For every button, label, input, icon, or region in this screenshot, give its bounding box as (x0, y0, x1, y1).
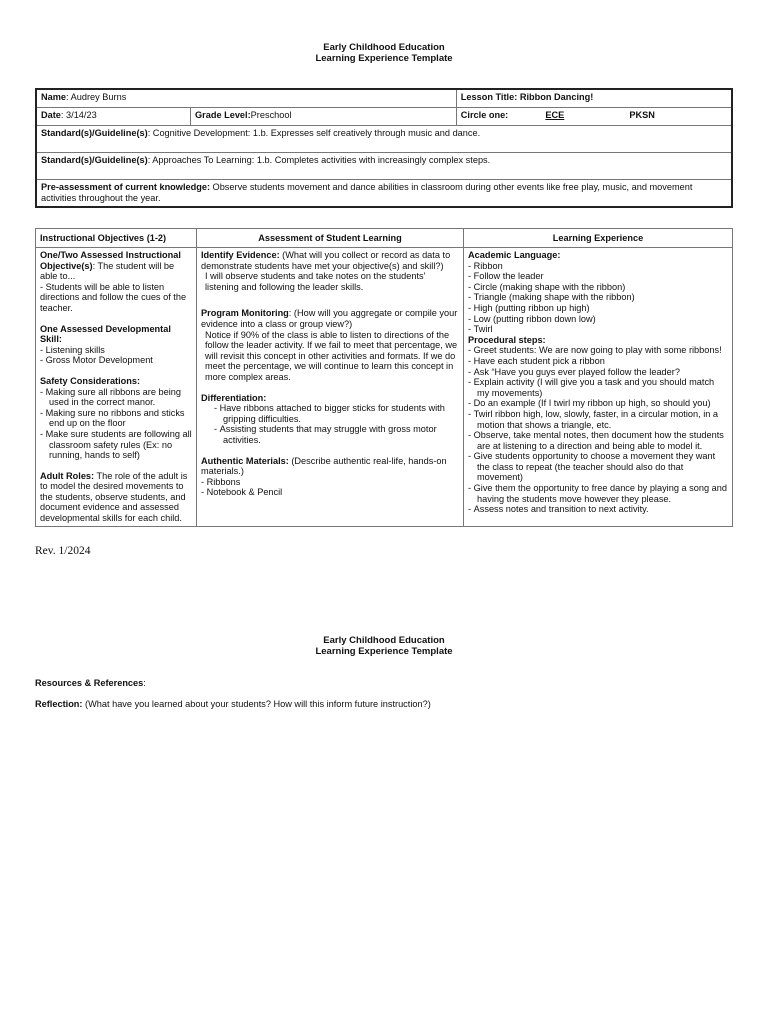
learning-experience-cell (464, 248, 733, 527)
page-2-header (0, 635, 768, 657)
standard-2-value: : Approaches To Learning: 1.b. Completes activities with increasingly complex steps. (147, 155, 491, 165)
list-item: - Circle (making shape with the ribbon) (468, 282, 728, 293)
program-monitoring-value: : (How will you aggregate or compile your evidence into a class or group view?) (201, 308, 458, 329)
adult-roles-block (40, 471, 192, 524)
list-item: - Have ribbons attached to bigger sticks for students with gripping difficulties. (214, 403, 459, 424)
list-item: - Twirl ribbon high, low, slowly, faster, in a circular motion, in a motion that shows a triangle, etc. (468, 409, 728, 430)
procedural-steps-list (468, 345, 728, 515)
column-header-objectives: Instructional Objectives (1-2) (36, 229, 197, 248)
column-header-learning-experience: Learning Experience (464, 229, 733, 248)
differentiation-block (201, 393, 459, 446)
objective-item: - Students will be able to listen directions and follow the cues of the teacher. (40, 281, 187, 313)
column-header-assessment: Assessment of Student Learning (197, 229, 464, 248)
grade-value: Preschool (250, 110, 292, 120)
list-item: - Ribbons (201, 477, 459, 488)
standard-2-label: Standard(s)/Guideline(s) (41, 155, 148, 165)
identify-evidence-block (201, 250, 459, 292)
list-item: - Give students opportunity to choose a movement they want the class to repeat (the teacher should also do that movement) (468, 451, 728, 483)
list-item: - Ribbon (468, 261, 728, 272)
circle-cell (456, 108, 732, 126)
standard-1-value: : Cognitive Development: 1.b. Expresses self creatively through music and dance. (147, 128, 481, 138)
adult-roles-label: Adult Roles: (40, 470, 95, 481)
identify-evidence-text: I will observe students and take notes on the students' listening and following the leader skills. (205, 271, 426, 292)
developmental-skill-block (40, 324, 192, 366)
list-item: - Give them the opportunity to free dance by playing a song and having the students move however they please. (468, 483, 728, 504)
reflection-value: (What have you learned about your students? How will this inform future instruction?) (82, 699, 431, 709)
lesson-title-cell (456, 89, 732, 108)
list-item: - Triangle (making shape with the ribbon) (468, 292, 728, 303)
header-line-2: Learning Experience Template (315, 646, 453, 657)
adult-roles-value: The role of the adult is to model the desired movements to the students, observe students, and document evidence and assessed developmental skills for each child. (40, 470, 188, 524)
revision-note: Rev. 1/2024 (35, 545, 91, 557)
list-item: - Making sure no ribbons and sticks end up on the floor (40, 408, 192, 429)
list-item: - Assess notes and transition to next activity. (468, 504, 728, 515)
name-label: Name (41, 92, 67, 102)
lesson-info-table (35, 88, 733, 208)
list-item: - Make sure students are following all classroom safety rules (Ex: no running, hands to self) (40, 429, 192, 461)
list-item: - Do an example (If I twirl my ribbon up high, so should you) (468, 398, 728, 409)
header-line-1: Early Childhood Education (323, 635, 445, 646)
standard-1-cell (36, 126, 732, 153)
pre-assessment-cell (36, 180, 732, 208)
header-line-2: Learning Experience Template (315, 53, 453, 64)
list-item: - Making sure all ribbons are being used in the correct manor. (40, 387, 192, 408)
list-item: - High (putting ribbon up high) (468, 303, 728, 314)
list-item: - Have each student pick a ribbon (468, 356, 728, 367)
list-item: - Twirl (468, 324, 728, 335)
grade-label: Grade Level: (195, 110, 251, 120)
standard-1-label: Standard(s)/Guideline(s) (41, 128, 148, 138)
list-item: - Follow the leader (468, 271, 728, 282)
list-item: - Greet students: We are now going to play with some ribbons! (468, 345, 728, 356)
authentic-materials-block (201, 456, 459, 498)
program-monitoring-block (201, 308, 459, 382)
procedural-steps-label: Procedural steps: (468, 334, 546, 345)
list-item: - Observe, take mental notes, then document how the students are at listening to a direction and being able to model it. (468, 430, 728, 451)
program-monitoring-label: Program Monitoring (201, 308, 289, 319)
objectives-cell (36, 248, 197, 527)
lesson-title: Lesson Title: Ribbon Dancing! (460, 92, 594, 102)
date-cell (36, 108, 191, 126)
pre-assessment-label: Pre-assessment of current knowledge: (41, 182, 210, 192)
program-monitoring-text: Notice if 90% of the class is able to listen to directions of the follow the leader activity. If we fail to meet that percentage, we will revisit this concept in other activities and formats. If we do meet the percentage, we will continue to learn this concept in more complex areas. (205, 329, 458, 382)
standard-2-cell (36, 153, 732, 180)
list-item: - Listening skills (40, 345, 192, 356)
developmental-skill-list (40, 345, 192, 366)
safety-label: Safety Considerations: (40, 375, 141, 386)
academic-language-list (468, 261, 728, 335)
resources-colon: : (143, 678, 146, 688)
differentiation-label: Differentiation: (201, 392, 267, 403)
list-item: - Ask “Have you guys ever played follow the leader? (468, 367, 728, 378)
circle-label: Circle one: (460, 110, 509, 120)
resources-label: Resources & References (35, 678, 144, 688)
authentic-materials-value: (Describe authentic real-life, hands-on materials.) (201, 455, 447, 477)
academic-language-label: Academic Language: (468, 250, 561, 260)
identify-evidence-value: (What will you collect or record as data to demonstrate students have met your objective(s) and skill?) (201, 250, 451, 271)
authentic-materials-list (201, 477, 459, 498)
name-cell (36, 89, 456, 108)
list-item: - Assisting students that may struggle with gross motor activities. (214, 424, 459, 445)
developmental-skill-label: One Assessed Developmental Skill: (40, 323, 171, 345)
header-line-1: Early Childhood Education (323, 42, 445, 53)
assessment-cell (197, 248, 464, 527)
name-value: : Audrey Burns (66, 92, 127, 102)
authentic-materials-label: Authentic Materials: (201, 455, 289, 466)
document-header (0, 42, 768, 64)
objective-value: : The student will be able to... (40, 260, 175, 282)
circle-option-ece: ECE (545, 110, 565, 120)
differentiation-list (201, 403, 459, 445)
pre-assessment-value: Observe students movement and dance abilities in classroom during other events like free play, music, and movement activities throughout the year. (41, 182, 693, 203)
date-label: Date (41, 110, 61, 120)
list-item: - Gross Motor Development (40, 355, 192, 366)
lesson-plan-table (35, 228, 733, 527)
safety-list (40, 387, 192, 461)
resources-references (35, 678, 146, 688)
date-value: : 3/14/23 (60, 110, 97, 120)
objective-block (40, 250, 192, 314)
list-item: - Explain activity (I will give you a task and you should match my movements) (468, 377, 728, 398)
objective-label: One/Two Assessed Instructional Objective(s) (40, 250, 181, 271)
circle-option-pksn: PKSN (629, 110, 655, 120)
reflection-label: Reflection: (35, 699, 83, 709)
identify-evidence-label: Identify Evidence: (201, 250, 280, 260)
reflection (35, 699, 431, 709)
grade-cell (191, 108, 457, 126)
list-item: - Notebook & Pencil (201, 487, 459, 498)
safety-block (40, 376, 192, 461)
list-item: - Low (putting ribbon down low) (468, 314, 728, 325)
